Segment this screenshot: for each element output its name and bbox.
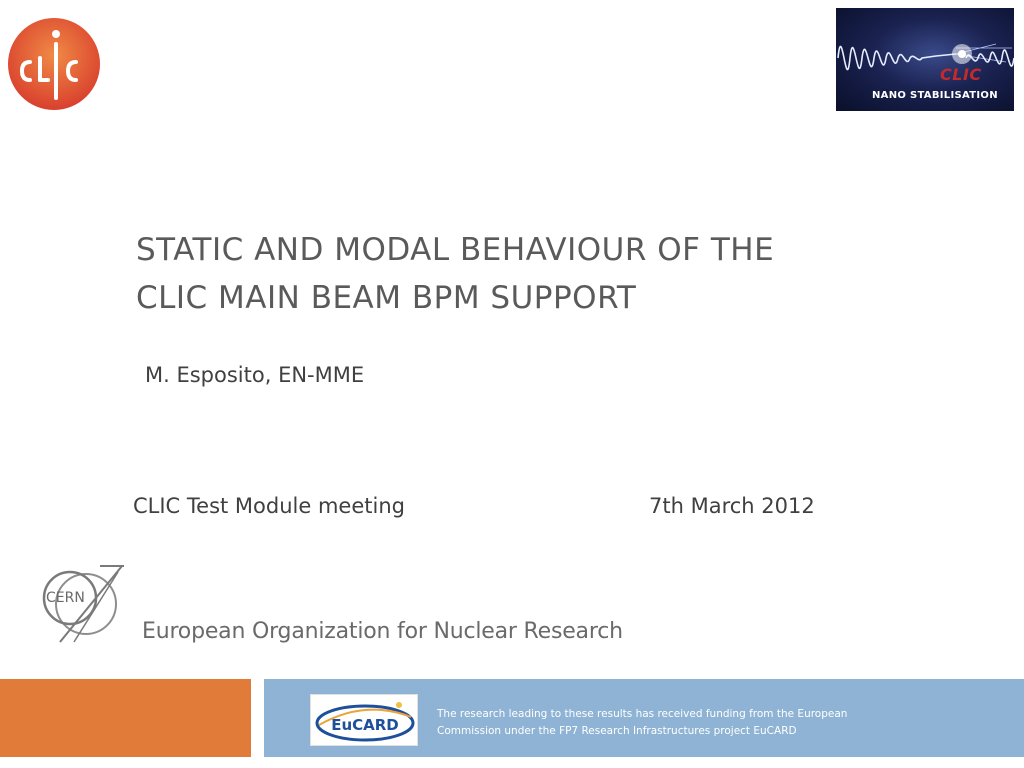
title-line-1: STATIC AND MODAL BEHAVIOUR OF THE bbox=[136, 232, 775, 268]
eucard-logo-text: EuCARD bbox=[331, 716, 399, 734]
slide-title bbox=[136, 226, 896, 322]
footer-orange-bar bbox=[0, 679, 251, 757]
title-line-2: CLIC MAIN BEAM BPM SUPPORT bbox=[136, 280, 637, 316]
meeting-date: 7th March 2012 bbox=[649, 494, 815, 518]
meeting-name: CLIC Test Module meeting bbox=[133, 494, 405, 518]
cern-logo bbox=[40, 564, 124, 644]
cern-logo-text: CERN bbox=[46, 590, 85, 606]
nano-clic-label: CLIC bbox=[940, 65, 982, 84]
nano-stabilisation-label: NANO STABILISATION bbox=[872, 90, 998, 101]
cern-organization-name: European Organization for Nuclear Research bbox=[142, 619, 623, 644]
clic-logo bbox=[6, 16, 102, 112]
nano-stabilisation-logo bbox=[836, 8, 1014, 111]
funding-line-1: The research leading to these results has received funding from the European bbox=[437, 708, 848, 720]
eucard-logo bbox=[310, 694, 418, 746]
funding-line-2: Commission under the FP7 Research Infrastructures project EuCARD bbox=[437, 725, 797, 737]
funding-statement bbox=[437, 706, 897, 740]
author: M. Esposito, EN-MME bbox=[145, 363, 365, 387]
